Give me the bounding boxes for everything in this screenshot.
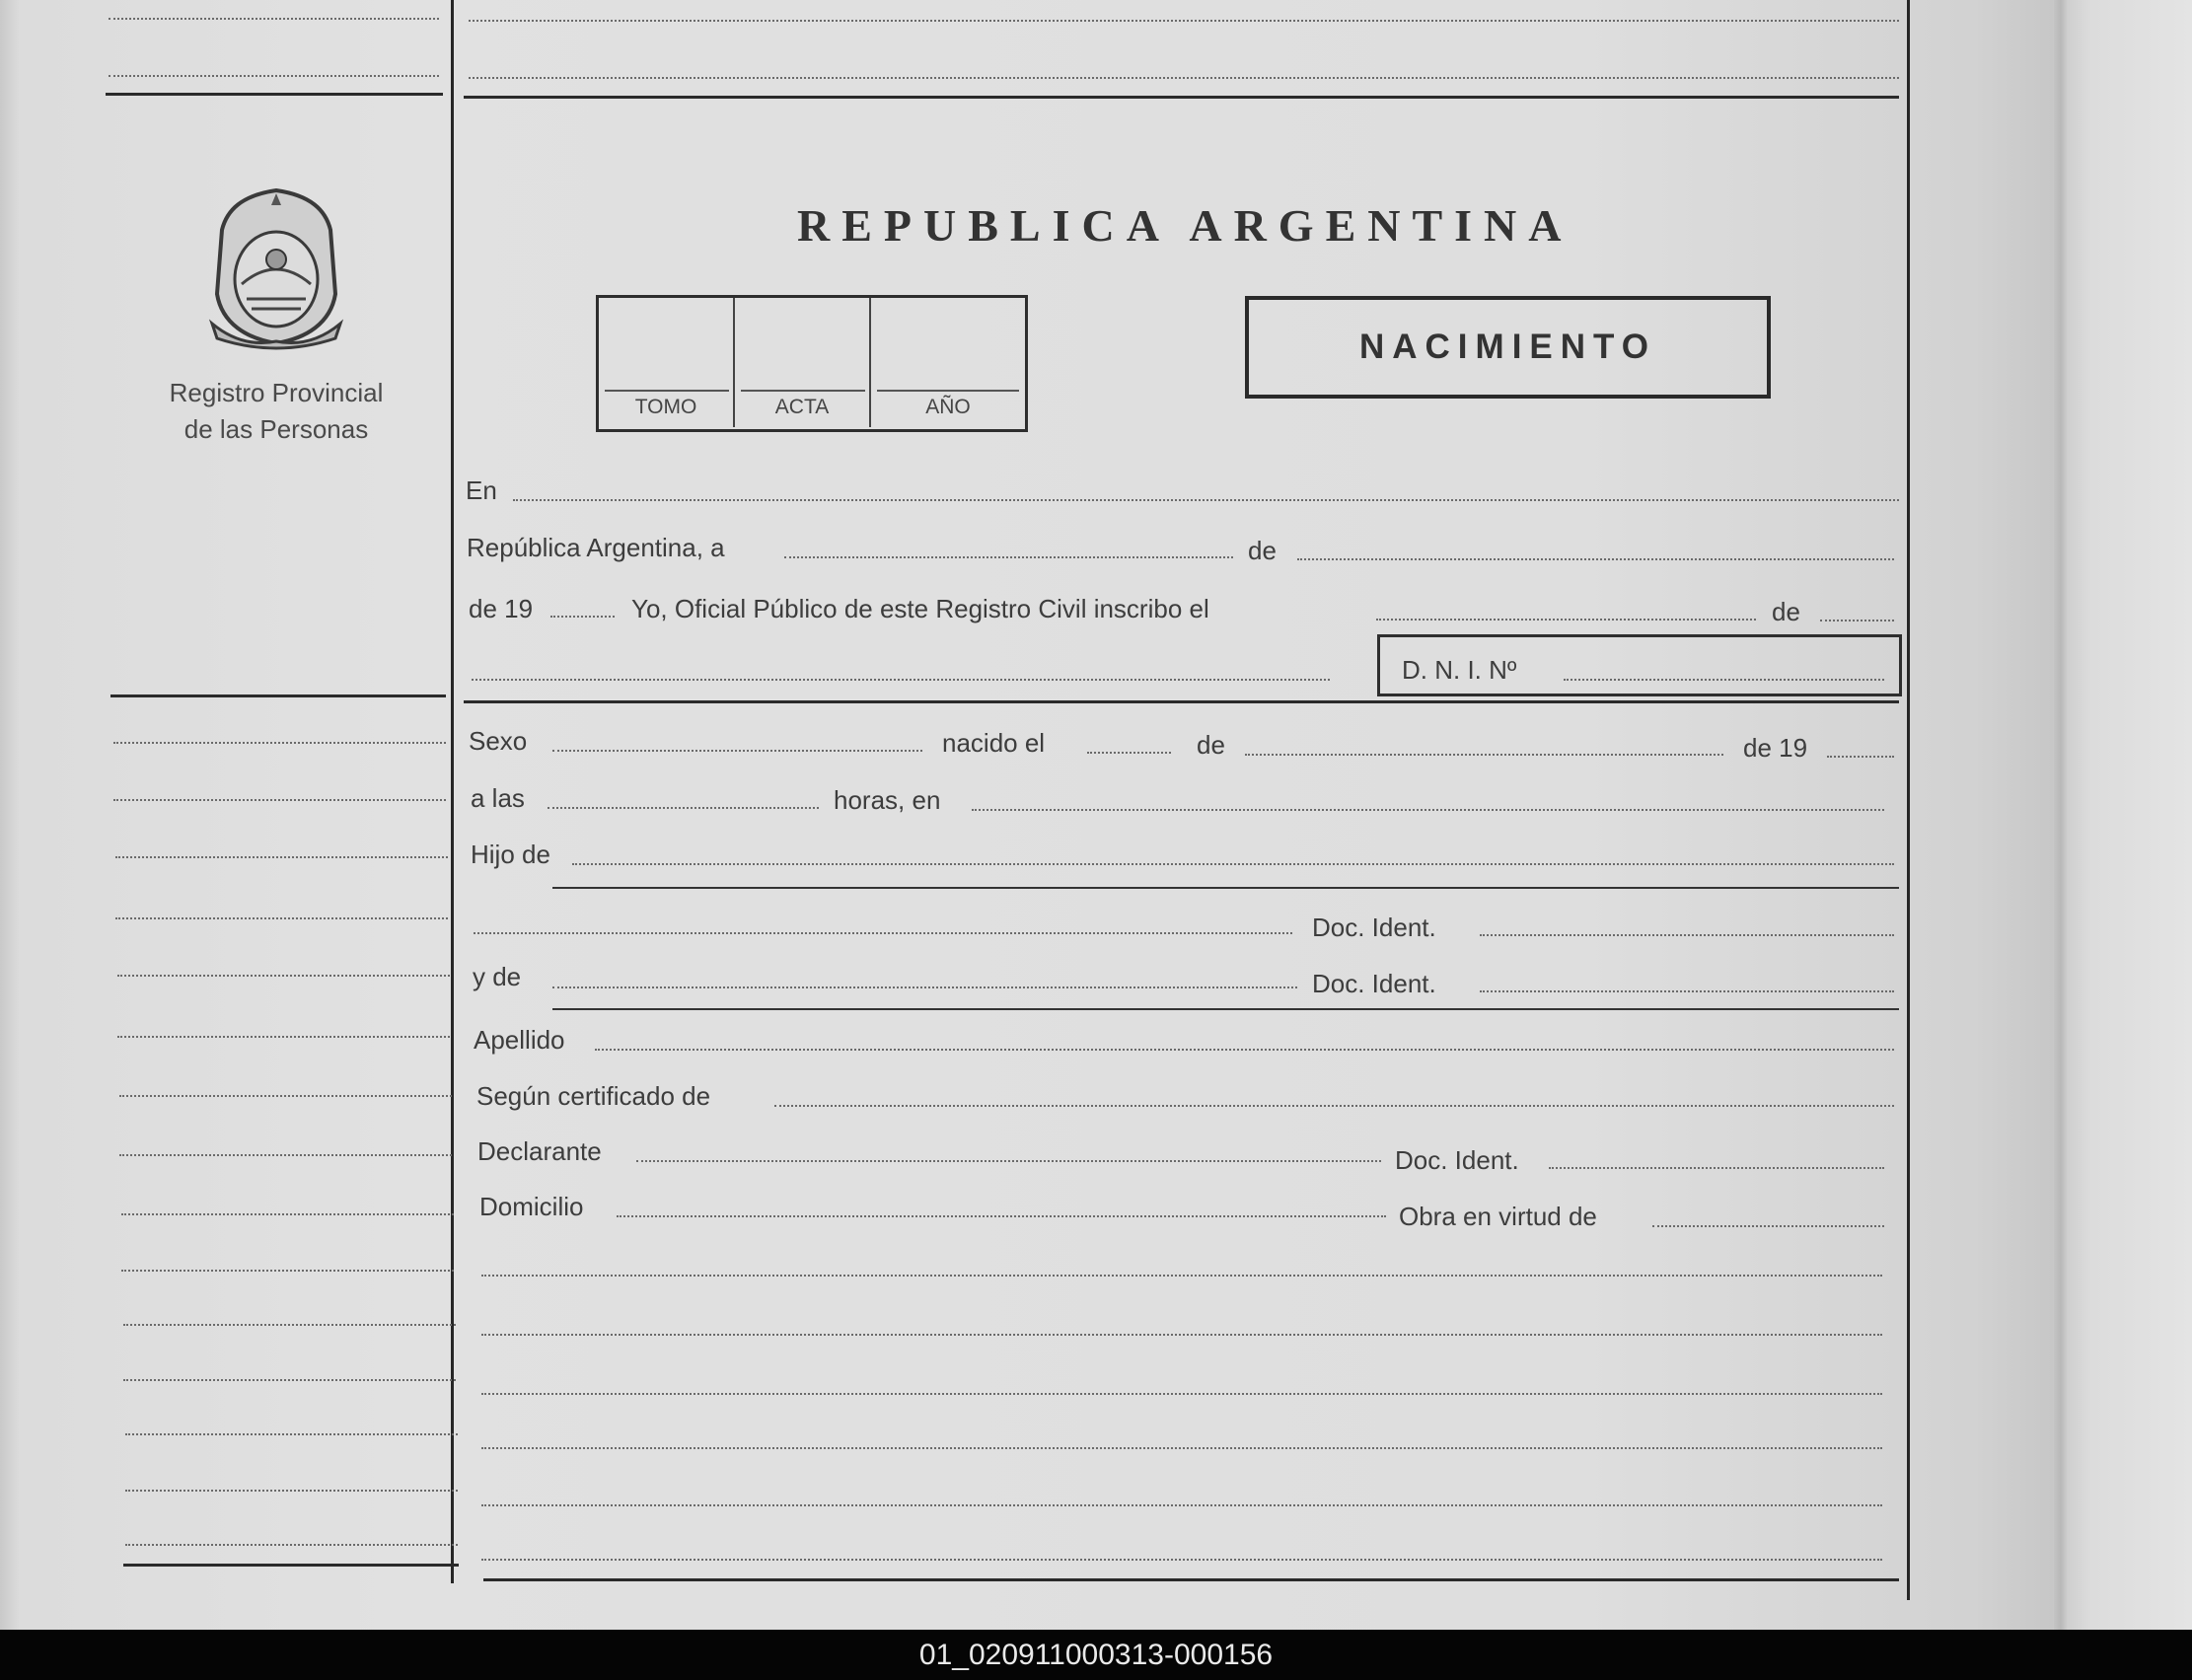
margin-line[interactable] [115, 856, 448, 858]
year-field[interactable] [550, 616, 615, 618]
declarante-label: Declarante [477, 1136, 602, 1166]
apellido-label: Apellido [474, 1025, 565, 1055]
oficial-statement: Yo, Oficial Público de este Registro Civil inscribo el [631, 594, 1209, 623]
image-code-bar [0, 1630, 2192, 1680]
sexo-field[interactable] [552, 750, 922, 752]
dni-label: D. N. I. Nº [1402, 655, 1517, 685]
page-fold [2054, 0, 2068, 1630]
section-rule [464, 700, 1899, 703]
name-field[interactable] [472, 679, 1330, 681]
mother-doc-label: Doc. Ident. [1312, 969, 1436, 998]
notes-line[interactable] [481, 1447, 1882, 1449]
birth-place-field[interactable] [972, 809, 1884, 811]
en-field[interactable] [513, 499, 1899, 501]
registry-line-1: Registro Provincial [169, 378, 384, 407]
top-main-dotted-line [469, 20, 1899, 22]
birth-day-field[interactable] [1087, 752, 1171, 754]
obra-en-virtud-label: Obra en virtud de [1399, 1202, 1597, 1231]
margin-line[interactable] [125, 1490, 458, 1492]
parent-rule-2 [552, 1008, 1899, 1010]
sexo-label: Sexo [469, 726, 528, 756]
father-doc-label: Doc. Ident. [1312, 913, 1436, 942]
y-de-label: y de [473, 962, 522, 991]
father-name-field[interactable] [572, 863, 1894, 865]
notes-line[interactable] [481, 1334, 1882, 1336]
act-type-box: NACIMIENTO [1245, 296, 1771, 399]
acta-label: ACTA [774, 396, 830, 418]
margin-line[interactable] [117, 975, 450, 977]
birth-month-field[interactable] [1245, 754, 1723, 756]
image-code: 01_020911000313-000156 [918, 1639, 1274, 1671]
notes-line[interactable] [481, 1275, 1882, 1277]
birth-year-field[interactable] [1827, 756, 1894, 758]
bottom-left-rule [123, 1564, 459, 1567]
document-title: REPUBLICA ARGENTINA [797, 200, 1573, 251]
top-main-rule [464, 96, 1899, 99]
certificate-field[interactable] [774, 1105, 1894, 1107]
top-left-dotted-line [109, 75, 439, 77]
cell-underline [741, 390, 865, 392]
hour-field[interactable] [548, 807, 819, 809]
margin-line[interactable] [113, 742, 446, 744]
father-name-continued-field[interactable] [474, 932, 1292, 934]
registry-line-2: de las Personas [183, 414, 369, 444]
domicilio-field[interactable] [617, 1215, 1386, 1217]
dni-field[interactable] [1564, 679, 1884, 681]
left-margin-rule [451, 0, 454, 1583]
father-doc-field[interactable] [1480, 934, 1894, 936]
top-left-rule [106, 93, 443, 96]
bottom-main-rule [483, 1578, 1899, 1581]
margin-line[interactable] [117, 1036, 450, 1038]
margin-line[interactable] [121, 1213, 454, 1215]
margin-line[interactable] [115, 917, 448, 919]
registry-name [99, 375, 454, 448]
a-las-label: a las [471, 783, 525, 813]
dni-box [1377, 634, 1902, 696]
margin-line[interactable] [119, 1095, 452, 1097]
declarante-field[interactable] [636, 1160, 1381, 1162]
tomo-acta-ano-box [596, 295, 1028, 432]
en-label: En [466, 475, 497, 505]
left-section-rule [110, 694, 446, 697]
day-field[interactable] [784, 556, 1233, 558]
cell-underline [877, 390, 1019, 392]
month-field[interactable] [1297, 558, 1894, 560]
de-label-3: de [1197, 730, 1225, 760]
margin-line[interactable] [121, 1270, 454, 1272]
top-left-dotted-line [109, 18, 439, 20]
margin-line[interactable] [113, 799, 446, 801]
margin-line[interactable] [125, 1433, 458, 1435]
notes-line[interactable] [481, 1393, 1882, 1395]
right-margin-rule [1907, 0, 1910, 1600]
inscription-day-field[interactable] [1376, 619, 1756, 621]
apellido-field[interactable] [595, 1049, 1894, 1051]
margin-line[interactable] [123, 1379, 456, 1381]
tomo-label: TOMO [634, 396, 697, 418]
de-label: de [1248, 536, 1277, 565]
horas-en-label: horas, en [834, 785, 941, 815]
declarante-doc-field[interactable] [1549, 1167, 1884, 1169]
de-19-label-2: de 19 [1743, 733, 1808, 763]
domicilio-label: Domicilio [479, 1192, 584, 1221]
declarante-doc-label: Doc. Ident. [1395, 1145, 1519, 1175]
hijo-de-label: Hijo de [471, 840, 550, 869]
inscription-month-field[interactable] [1820, 620, 1894, 621]
nacido-el-label: nacido el [942, 728, 1046, 758]
notes-line[interactable] [481, 1559, 1882, 1561]
margin-line[interactable] [125, 1544, 458, 1546]
margin-line[interactable] [123, 1324, 456, 1326]
parent-rule [552, 887, 1899, 889]
cell-underline [605, 390, 729, 392]
top-main-dotted-line [469, 77, 1899, 79]
segun-certificado-label: Según certificado de [476, 1081, 711, 1111]
ano-label: AÑO [925, 396, 971, 418]
margin-line[interactable] [119, 1154, 452, 1156]
republica-label: República Argentina, a [467, 533, 725, 562]
mother-name-field[interactable] [552, 986, 1297, 988]
notes-line[interactable] [481, 1504, 1882, 1506]
tomo-cell [599, 298, 735, 427]
de-19-label: de 19 [469, 594, 534, 623]
obra-field[interactable] [1652, 1225, 1884, 1227]
provincial-seal-icon [202, 185, 350, 353]
ano-cell [871, 298, 1025, 427]
de-label-2: de [1772, 597, 1800, 626]
acta-cell [735, 298, 871, 427]
mother-doc-field[interactable] [1480, 990, 1894, 992]
